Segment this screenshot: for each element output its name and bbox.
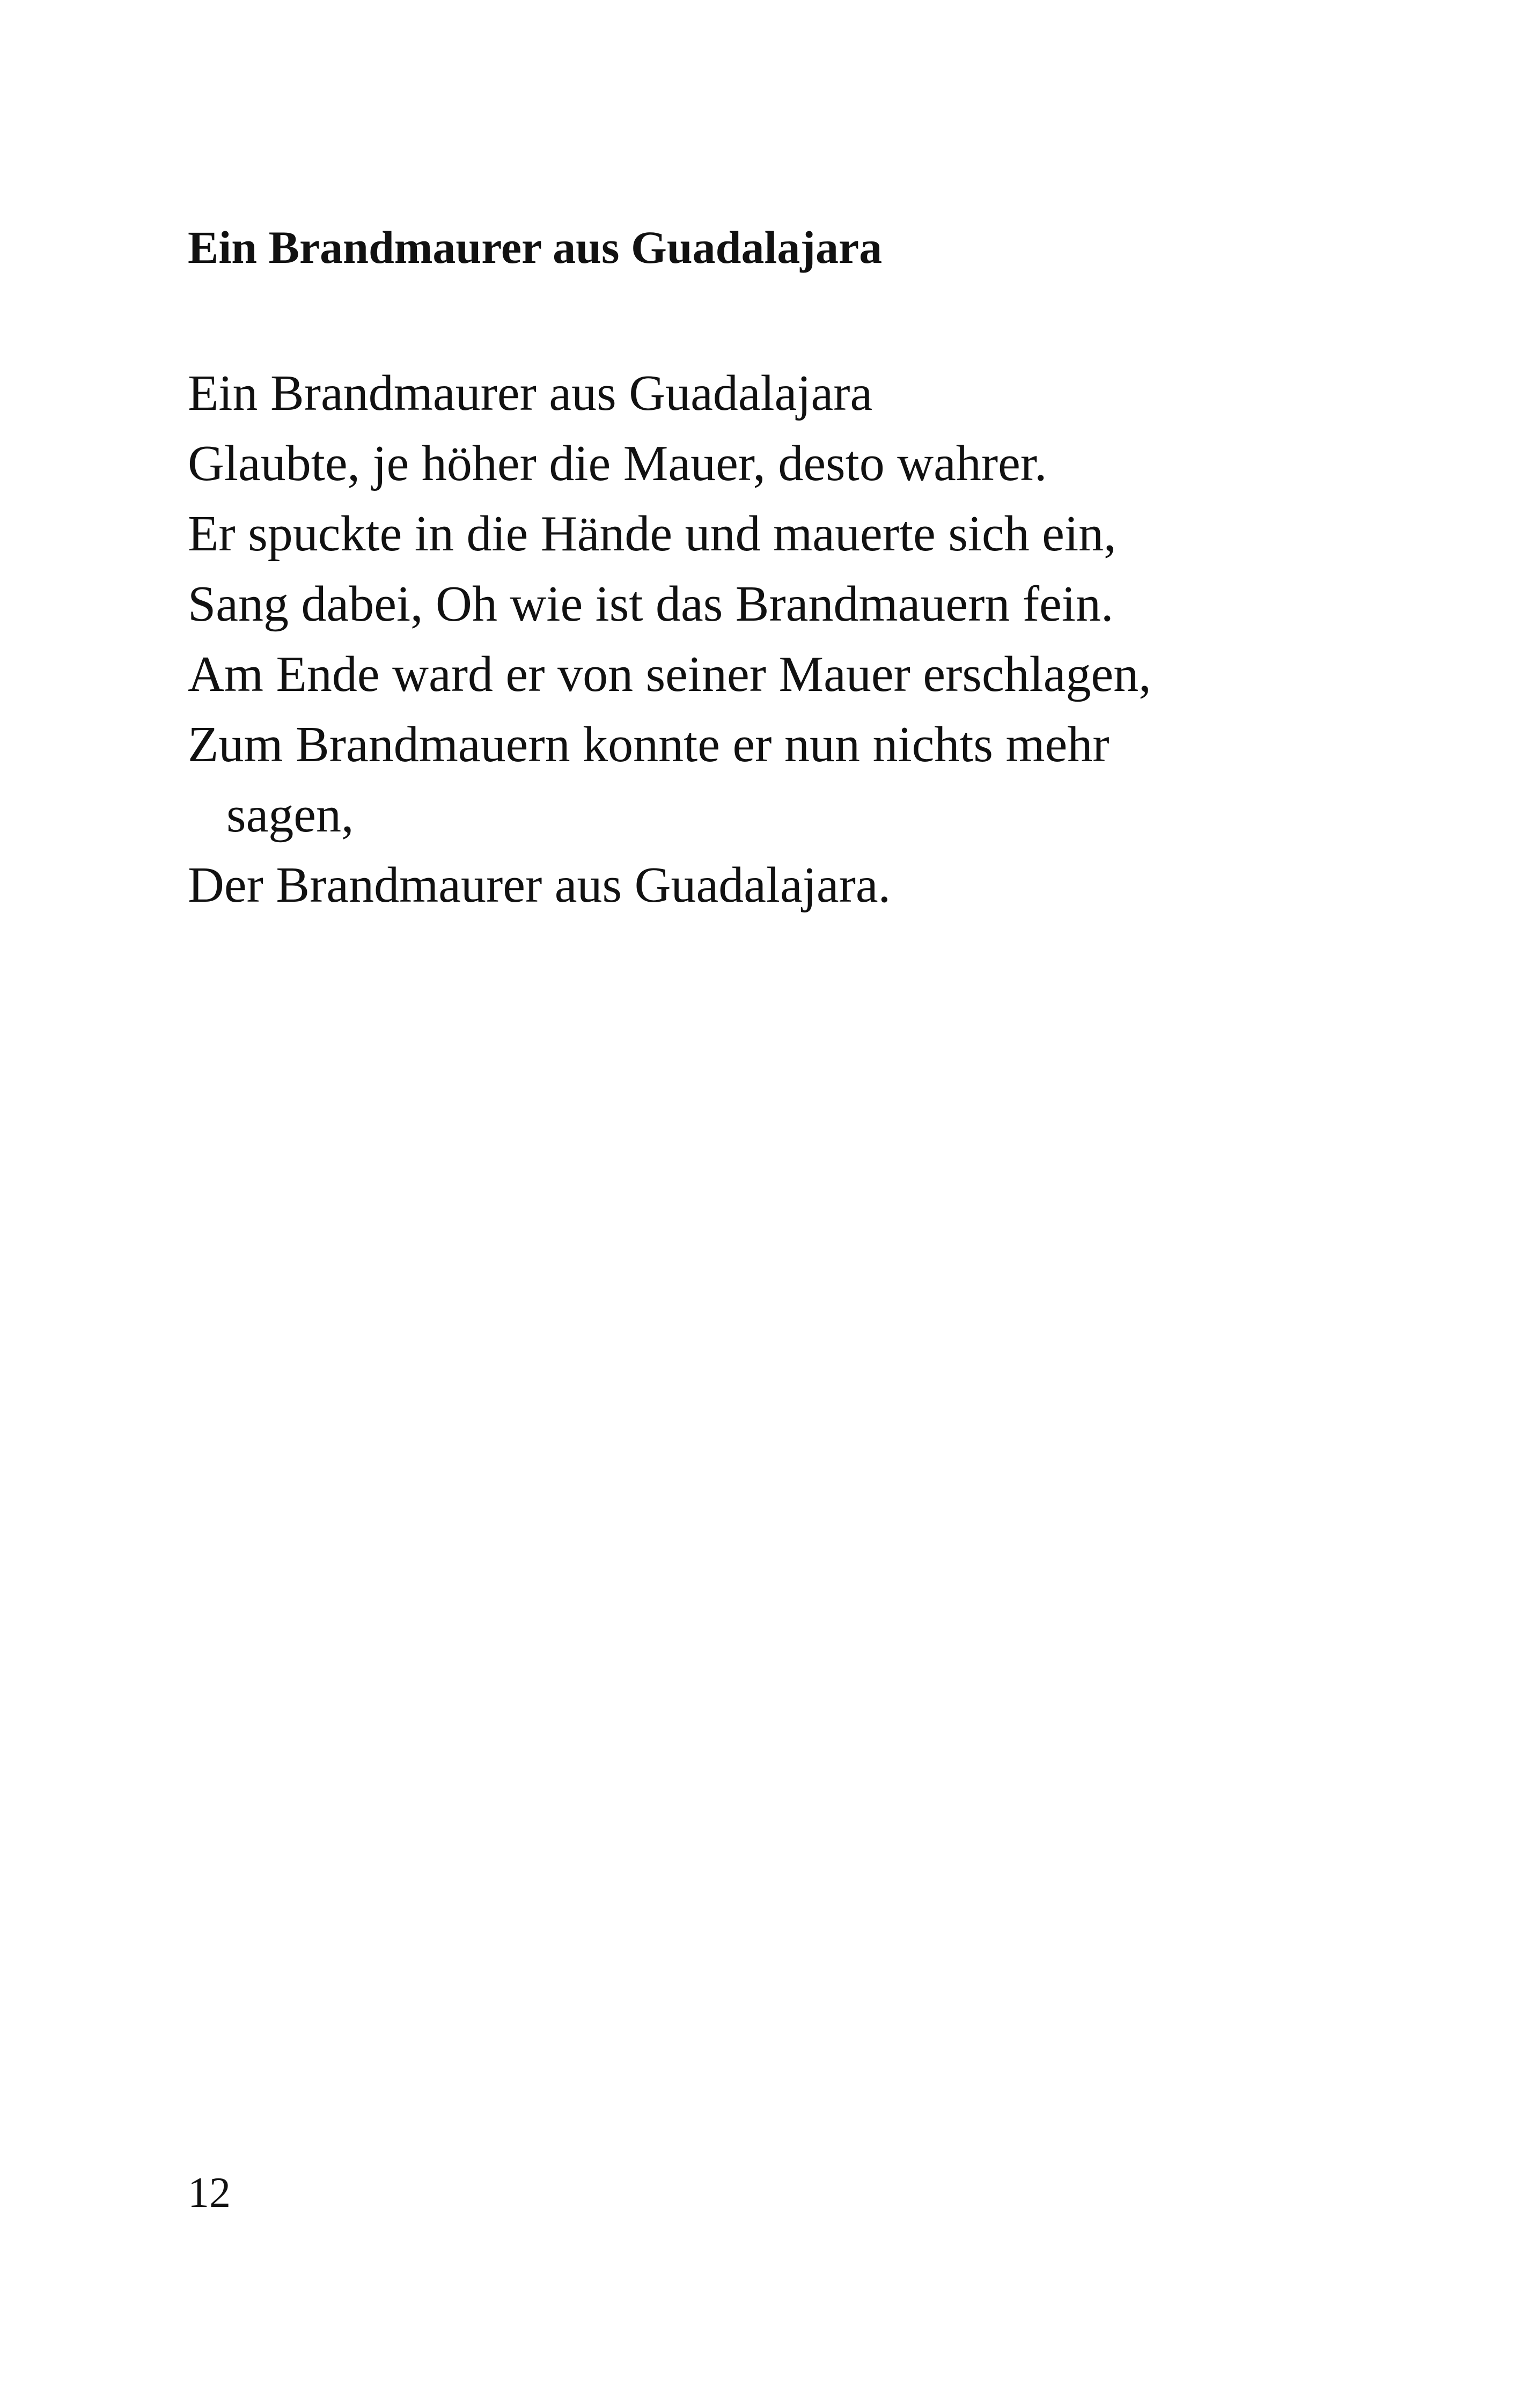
poem-line-continuation: sagen, — [226, 787, 354, 843]
poem-line: Der Brandmaurer aus Guadalajara. — [188, 857, 891, 913]
poem-line: Ein Brandmaurer aus Guadalajara — [188, 365, 873, 421]
poem-line: Zum Brandmauern konnte er nun nichts mehr — [188, 717, 1109, 772]
poem-line: Glaubte, je höher die Mauer, desto wahrer. — [188, 436, 1047, 491]
poem-line: Am Ende ward er von seiner Mauer erschlagen, — [188, 646, 1151, 702]
poem-line: Er spuckte in die Hände und mauerte sich ein, — [188, 506, 1116, 562]
poem-body — [188, 358, 1151, 921]
poem-title: Ein Brandmaurer aus Guadalajara — [188, 222, 883, 273]
page-number: 12 — [188, 2169, 231, 2216]
poem-line: Sang dabei, Oh wie ist das Brandmauern fein. — [188, 576, 1114, 632]
